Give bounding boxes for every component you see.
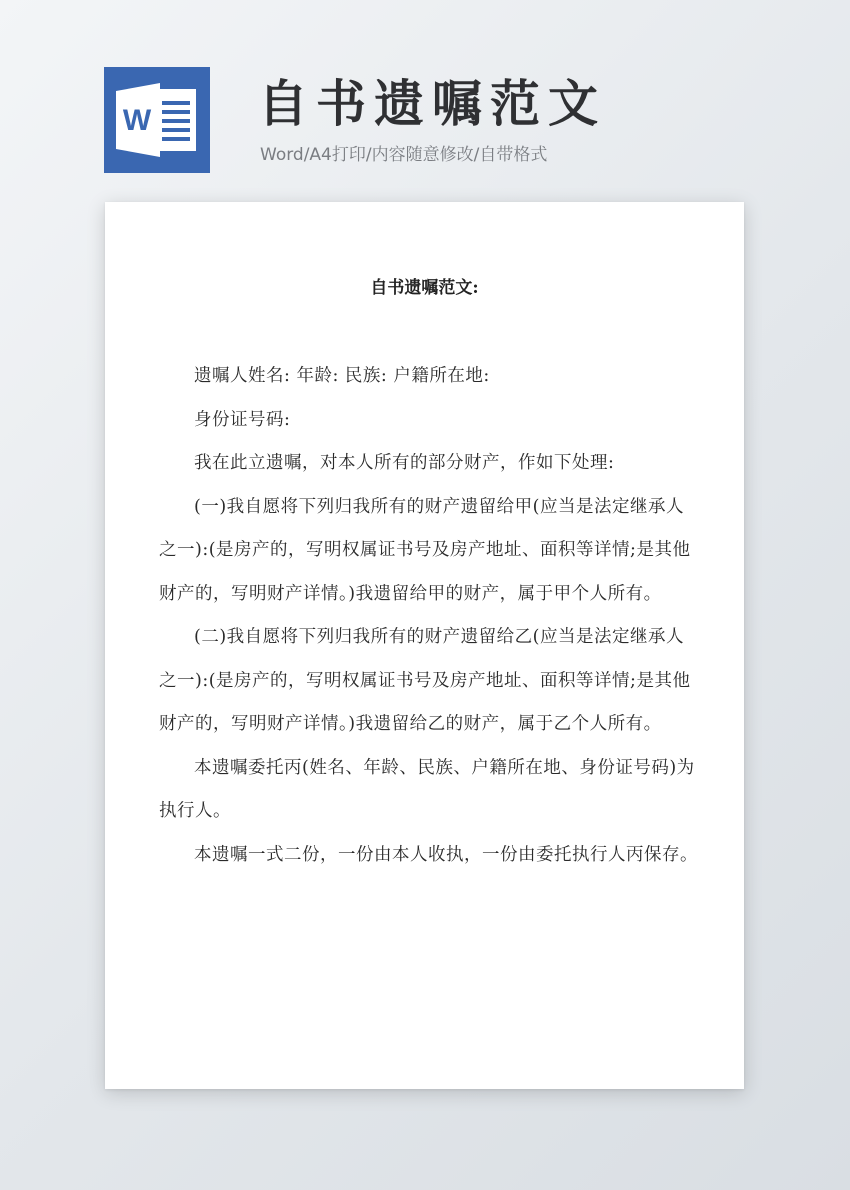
paragraph-testator-info: 遗嘱人姓名: 年龄: 民族: 户籍所在地:: [194, 366, 490, 386]
document-body: [159, 355, 699, 877]
word-app-icon: [104, 67, 210, 173]
paragraph-bequest-b: (二)我自愿将下列归我所有的财产遗留给乙(应当是法定继承人之一):(是房产的，写明权属证书号及房产地址、面积等详情;是其他财产的，写明财产详情。)我遗留给乙的财产，属于乙个人所有。: [159, 627, 691, 734]
page-subtitle: Word/A4打印/内容随意修改/自带格式: [260, 145, 548, 165]
paragraph-executor: 本遗嘱委托丙(姓名、年龄、民族、户籍所在地、身份证号码)为执行人。: [159, 757, 695, 821]
word-logo-letter: W: [122, 104, 152, 137]
paragraph-id-number: 身份证号码:: [194, 409, 291, 430]
word-document-icon: [104, 67, 210, 173]
paragraph-bequest-a: (一)我自愿将下列归我所有的财产遗留给甲(应当是法定继承人之一):(是房产的，写明权属证书号及房产地址、面积等详情;是其他财产的，写明财产详情。)我遗留给甲的财产，属于甲个人所有。: [159, 496, 691, 604]
paragraph-copies: 本遗嘱一式二份，一份由本人收执，一份由委托执行人丙保存。: [194, 844, 698, 865]
page-title: 自书遗嘱范文: [258, 75, 606, 133]
document-title: 自书遗嘱范文:: [370, 278, 479, 298]
paragraph-declaration: 我在此立遗嘱，对本人所有的部分财产，作如下处理:: [194, 453, 615, 473]
document-page: [105, 202, 744, 1089]
